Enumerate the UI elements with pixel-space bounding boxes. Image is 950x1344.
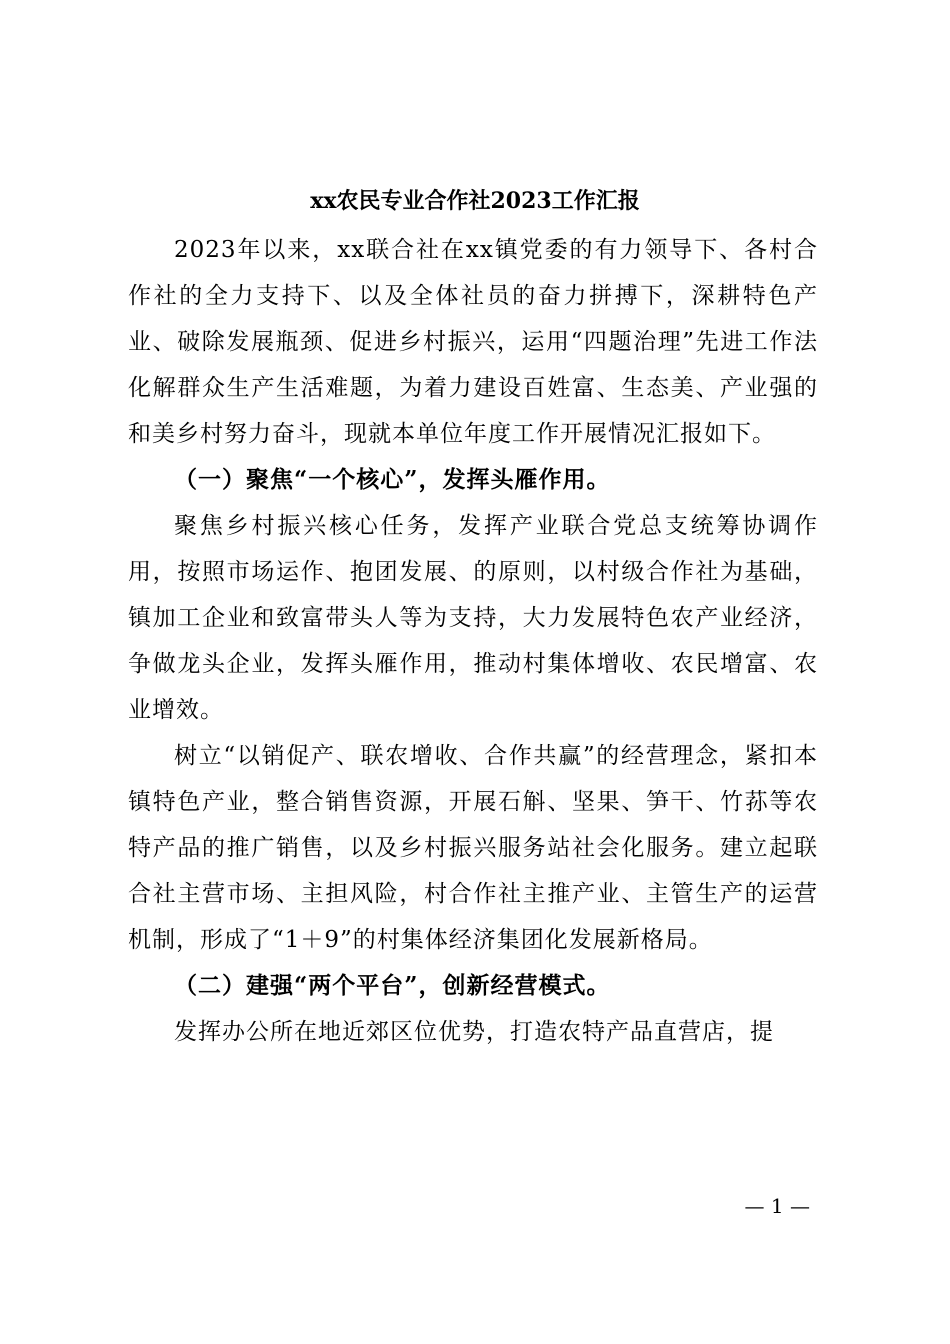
document-title: xx农民专业合作社2023工作汇报: [310, 188, 640, 214]
body-paragraph: 发挥办公所在地近郊区位优势，打造农特产品直营店，提: [174, 1019, 774, 1045]
page-number: — 1 —: [744, 1194, 810, 1218]
intro-paragraph: 2023年以来，xx联合社在xx镇党委的有力领导下、各村合作社的全力支持下、以及全体社员的奋力拼搏下，深耕特色产业、破除发展瓶颈、促进乡村振兴，运用“四题治理”先进工作法化解群众生产生活难题，为着力建设百姓富、生态美、产业强的和美乡村努力奋斗，现就本单位年度工作开展情况汇报如下。: [128, 237, 818, 447]
body-paragraph: 树立“以销促产、联农增收、合作共赢”的经营理念，紧扣本镇特色产业，整合销售资源，开展石斛、坚果、笋干、竹荪等农特产品的推广销售，以及乡村振兴服务站社会化服务。建立起联合社主营市场、主担风险，村合作社主推产业、主管生产的运营机制，形成了“1＋9”的村集体经济集团化发展新格局。: [128, 743, 818, 953]
body-paragraph: 聚焦乡村振兴核心任务，发挥产业联合党总支统筹协调作用，按照市场运作、抱团发展、的原则，以村级合作社为基础，镇加工企业和致富带头人等为支持，大力发展特色农产业经济，争做龙头企业，发挥头雁作用，推动村集体增收、农民增富、农业增效。: [128, 513, 818, 723]
document-body: [128, 227, 818, 1055]
section-heading-2: （二）建强“两个平台”，创新经营模式。: [174, 972, 611, 999]
section-heading-1: （一）聚焦“一个核心”，发挥头雁作用。: [174, 466, 611, 493]
